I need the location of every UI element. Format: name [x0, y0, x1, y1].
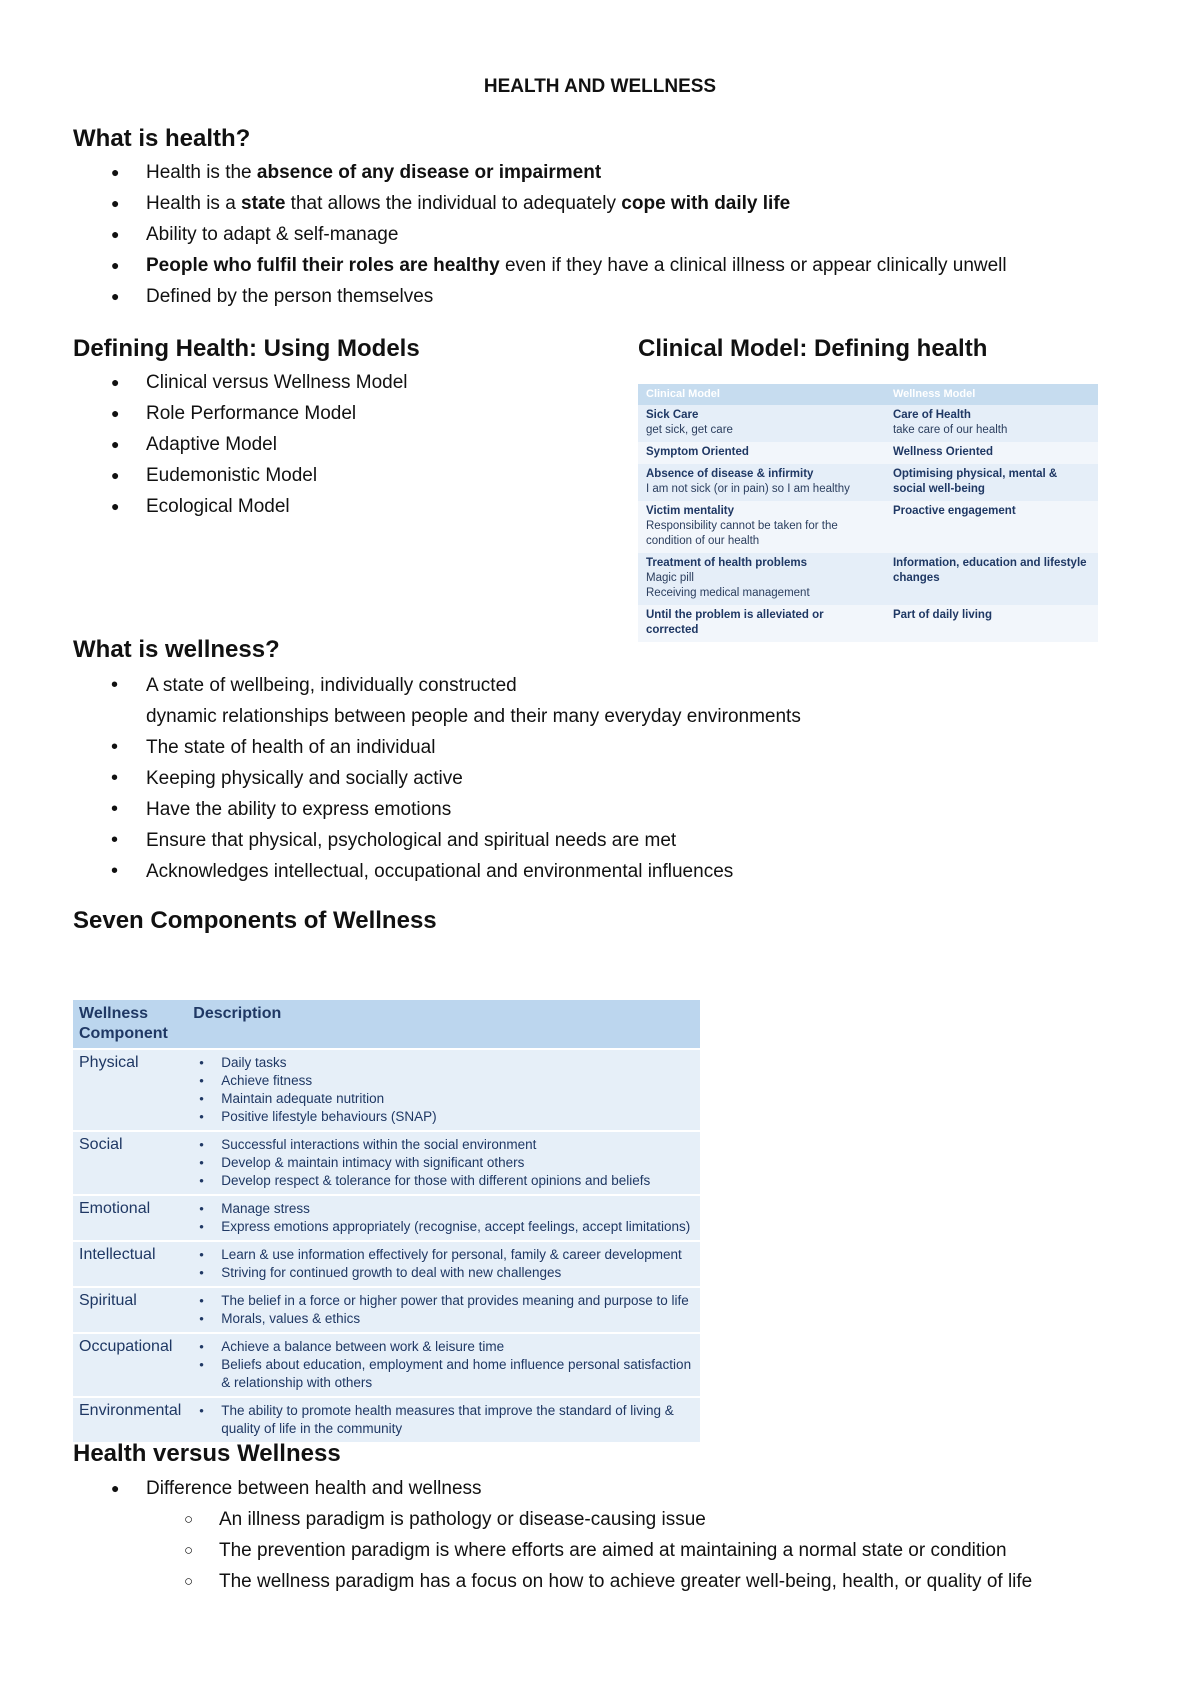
versus-list [146, 1473, 482, 1504]
table-row: Social • Successful interactions within the social environment • Develop & maintain intimacy with significant others • Develop respect & tolerance for those with different opinions and beliefs [73, 1131, 700, 1195]
list-item: ● Clinical versus Wellness Model [146, 367, 408, 398]
table-row: Until the problem is alleviated or corrected Part of daily living [638, 605, 1098, 642]
list-item: • Keeping physically and socially active [146, 763, 801, 794]
what-is-wellness-heading: What is wellness? [73, 636, 280, 663]
table-row: Treatment of health problems Magic pill Receiving medical management Information, education and lifestyle changes [638, 553, 1098, 605]
health-versus-wellness-heading: Health versus Wellness [73, 1440, 341, 1467]
list-item: ● People who fulfil their roles are healthy even if they have a clinical illness or appear clinically unwell [146, 250, 1007, 281]
list-item: ● Eudemonistic Model [146, 460, 408, 491]
list-item: ○ An illness paradigm is pathology or disease-causing issue [219, 1504, 1032, 1535]
health-definition-list [146, 157, 1007, 312]
column-header: Description [187, 1000, 700, 1049]
table-row: Emotional • Manage stress • Express emotions appropriately (recognise, accept feelings, accept limitations) [73, 1195, 700, 1241]
clinical-wellness-table [638, 384, 1098, 642]
column-header: Clinical Model [638, 384, 885, 405]
table-row: Victim mentality Responsibility cannot be taken for the condition of our health Proactive engagement [638, 501, 1098, 553]
wellness-list [146, 670, 801, 887]
list-item: ● Defined by the person themselves [146, 281, 1007, 312]
table-row: Absence of disease & infirmity I am not sick (or in pain) so I am healthy Optimising physical, mental & social well-being [638, 464, 1098, 501]
list-item: • The state of health of an individual [146, 732, 801, 763]
list-item: ○ The wellness paradigm has a focus on how to achieve greater well-being, health, or quality of life [219, 1566, 1032, 1597]
list-item: ● Ecological Model [146, 491, 408, 522]
list-item: • Ensure that physical, psychological and spiritual needs are met [146, 825, 801, 856]
list-item: • Acknowledges intellectual, occupational and environmental influences [146, 856, 801, 887]
list-item: • Have the ability to express emotions [146, 794, 801, 825]
table-row: Physical • Daily tasks • Achieve fitness • Maintain adequate nutrition • Positive lifestyle behaviours (SNAP) [73, 1049, 700, 1131]
list-item: ● Ability to adapt & self-manage [146, 219, 1007, 250]
seven-components-heading: Seven Components of Wellness [73, 907, 437, 934]
paradigm-list [219, 1504, 1032, 1597]
list-item: ● Adaptive Model [146, 429, 408, 460]
list-item: ● Health is the absence of any disease or impairment [146, 157, 1007, 188]
list-item: ○ The prevention paradigm is where efforts are aimed at maintaining a normal state or condition [219, 1535, 1032, 1566]
clinical-model-heading: Clinical Model: Defining health [638, 335, 988, 362]
column-header: Wellness Component [73, 1000, 187, 1049]
models-heading: Defining Health: Using Models [73, 335, 420, 362]
table-row: Spiritual • The belief in a force or higher power that provides meaning and purpose to life • Morals, values & ethics [73, 1287, 700, 1333]
list-item: ● Difference between health and wellness [146, 1473, 482, 1504]
list-item: • A state of wellbeing, individually constructed [146, 670, 801, 701]
table-row: Intellectual • Learn & use information effectively for personal, family & career development • Striving for continued growth to deal with new challenges [73, 1241, 700, 1287]
models-list [146, 367, 408, 522]
column-header: Wellness Model [885, 384, 1098, 405]
list-item: ● Health is a state that allows the individual to adequately cope with daily life [146, 188, 1007, 219]
wellness-components-table [73, 1000, 700, 1442]
table-row: Sick Care get sick, get care Care of Health take care of our health [638, 405, 1098, 442]
table-row: Symptom Oriented Wellness Oriented [638, 442, 1098, 464]
document-title: HEALTH AND WELLNESS [483, 76, 717, 97]
list-item: ● Role Performance Model [146, 398, 408, 429]
table-row: Occupational • Achieve a balance between work & leisure time • Beliefs about education, employment and home influence personal satisfaction & relationship with others [73, 1333, 700, 1397]
table-row: Environmental • The ability to promote health measures that improve the standard of living & quality of life in the community [73, 1397, 700, 1442]
list-item: dynamic relationships between people and their many everyday environments [146, 706, 801, 727]
what-is-health-heading: What is health? [73, 125, 251, 152]
